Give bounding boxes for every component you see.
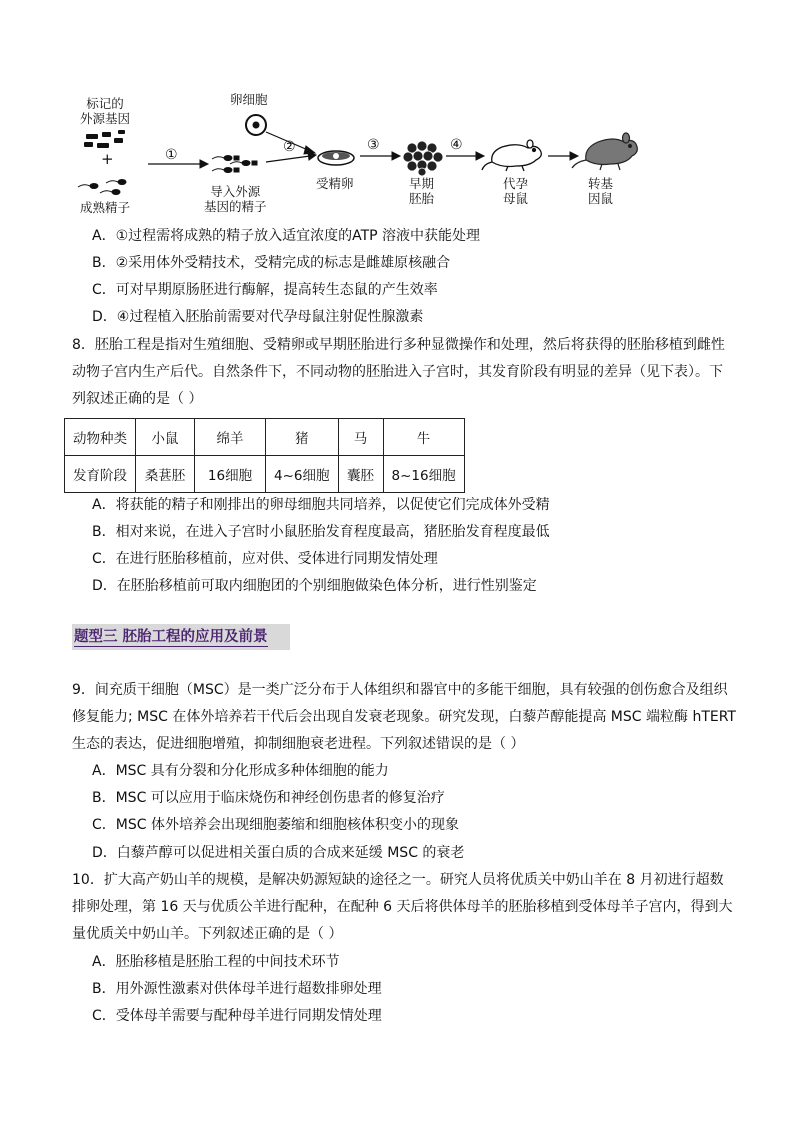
q9-stem-line3: 生态的表达，促进细胞增殖，抑制细胞衰老进程。下列叙述错误的是（ ）: [72, 736, 525, 752]
q8-option-b: B．相对来说，在进入子宫时小鼠胚胎发育程度最高，猪胚胎发育程度最低: [92, 524, 550, 540]
arrow-5-icon: [548, 152, 578, 160]
arrow-3-icon: [360, 152, 400, 160]
q9-option-b: B．MSC 可以应用于临床烧伤和神经创伤患者的修复治疗: [92, 790, 445, 806]
q7-option-b: B．②采用体外受精技术，受精完成的标志是雌雄原核融合: [92, 255, 451, 271]
step-2-label: ②: [283, 139, 296, 155]
q7-option-a: A．①过程需将成熟的精子放入适宜浓度的ATP 溶液中获能处理: [92, 228, 481, 244]
step-4-label: ④: [450, 137, 463, 153]
section-title-text: 题型三 胚胎工程的应用及前景: [74, 629, 268, 645]
transgenic-mouse-icon: [572, 133, 637, 170]
label-transgenic-mouse-line2: 因鼠: [588, 191, 614, 206]
step-3-label: ③: [367, 137, 380, 153]
q9-option-d: D．白藜芦醇可以促进相关蛋白质的合成来延缓 MSC 的衰老: [92, 845, 465, 861]
label-gene-line2: 外源基因: [80, 111, 131, 126]
table-header-row: [65, 419, 465, 456]
label-surrogate-mouse-line1: 代孕: [503, 176, 529, 191]
table-cell: 小鼠: [136, 419, 195, 456]
section-title: [72, 624, 290, 650]
label-fertilized-egg: 受精卵: [316, 176, 354, 191]
q7-option-c: C．可对早期原肠胚进行酶解，提高转生态鼠的产生效率: [92, 282, 438, 298]
gene-fragments-icon: [84, 130, 125, 148]
table-cell: 4~6细胞: [266, 456, 339, 493]
diagram-drawing: [70, 92, 670, 218]
q8-stem-line1: 8．胚胎工程是指对生殖细胞、受精卵或早期胚胎进行多种显微操作和处理，然后将获得的胚胎移植到雌性: [72, 337, 725, 353]
table-cell: 桑葚胚: [136, 456, 195, 493]
development-stage-table: [64, 418, 465, 493]
arrow-4-icon: [446, 152, 484, 160]
egg-cell-icon: [246, 115, 266, 135]
label-surrogate-mouse-line2: 母鼠: [503, 191, 529, 206]
q9-option-a: A．MSC 具有分裂和分化形成多种体细胞的能力: [92, 763, 389, 779]
label-plus: +: [101, 150, 114, 168]
arrow-1-icon: [148, 160, 208, 168]
q8-option-c: C．在进行胚胎移植前，应对供、受体进行同期发情处理: [92, 551, 438, 567]
q8-option-d: D．在胚胎移植前可取内细胞团的个别细胞做染色体分析，进行性别鉴定: [92, 578, 537, 594]
q8-stem-line2: 动物子宫内生产后代。自然条件下，不同动物的胚胎进入子宫时，其发育阶段有明显的差异（见下表）。下: [72, 364, 723, 380]
sperm-with-gene-icon: [212, 156, 257, 173]
table-cell: 发育阶段: [65, 456, 136, 493]
label-surrogate-mouse: [503, 176, 528, 206]
q10-stem-line3: 量优质关中奶山羊。下列叙述正确的是（ ）: [72, 926, 343, 942]
table-cell: 绵羊: [195, 419, 266, 456]
q10-option-c: C．受体母羊需要与配种母羊进行同期发情处理: [92, 1008, 382, 1024]
label-early-embryo-line1: 早期: [409, 176, 435, 191]
q9-stem-line2: 修复能力; MSC 在体外培养若干代后会出现自发衰老现象。研究发现，白藜芦醇能提高 MSC 端粒酶 hTERT: [72, 709, 736, 725]
table-row: [65, 456, 465, 493]
table-cell: 动物种类: [65, 419, 136, 456]
table-cell: 马: [338, 419, 383, 456]
q10-option-b: B．用外源性激素对供体母羊进行超数排卵处理: [92, 981, 382, 997]
q8-stem-line3: 列叙述正确的是（ ）: [72, 391, 203, 407]
label-early-embryo: [409, 176, 434, 206]
q8-option-a: A．将获能的精子和刚排出的卵母细胞共同培养，以促使它们完成体外受精: [92, 497, 550, 513]
label-egg-cell: 卵细胞: [230, 92, 268, 107]
q10-option-a: A．胚胎移植是胚胎工程的中间技术环节: [92, 954, 340, 970]
q10-stem-line2: 排卵处理，第 16 天与优质公羊进行配种，在配种 6 天后将供体母羊的胚胎移植到受体母羊子宫内，得到大: [72, 899, 733, 915]
label-mature-sperm: 成熟精子: [80, 200, 131, 215]
label-early-embryo-line2: 胚胎: [409, 191, 435, 206]
table-cell: 牛: [383, 419, 464, 456]
surrogate-mouse-icon: [482, 140, 541, 171]
table-cell: 8~16细胞: [383, 456, 464, 493]
table-cell: 囊胚: [338, 456, 383, 493]
label-transgenic-mouse: [588, 176, 613, 206]
step-1-label: ①: [165, 147, 178, 163]
label-sperm-with-gene: [204, 184, 267, 214]
label-gene-line1: 标记的: [86, 96, 124, 111]
table-cell: 猪: [266, 419, 339, 456]
label-sperm-with-gene-line1: 导入外源: [210, 184, 261, 199]
q9-option-c: C．MSC 体外培养会出现细胞萎缩和细胞核体积变小的现象: [92, 817, 459, 833]
early-embryo-icon: [403, 141, 443, 176]
label-sperm-with-gene-line2: 基因的精子: [204, 199, 267, 214]
q9-stem-line1: 9．间充质干细胞（MSC）是一类广泛分布于人体组织和器官中的多能干细胞，具有较强的创伤愈合及组织: [72, 682, 728, 698]
mature-sperm-icon: [78, 180, 126, 195]
table-cell: 16细胞: [195, 456, 266, 493]
label-transgenic-mouse-line1: 转基: [588, 176, 614, 191]
q10-stem-line1: 10．扩大高产奶山羊的规模，是解决奶源短缺的途径之一。研究人员将优质关中奶山羊在 8 月初进行超数: [72, 872, 724, 888]
label-gene: [80, 96, 130, 126]
q7-option-d: D．④过程植入胚胎前需要对代孕母鼠注射促性腺激素: [92, 309, 424, 325]
fertilized-egg-icon: [318, 151, 354, 165]
transgenic-mouse-diagram: [70, 92, 670, 218]
